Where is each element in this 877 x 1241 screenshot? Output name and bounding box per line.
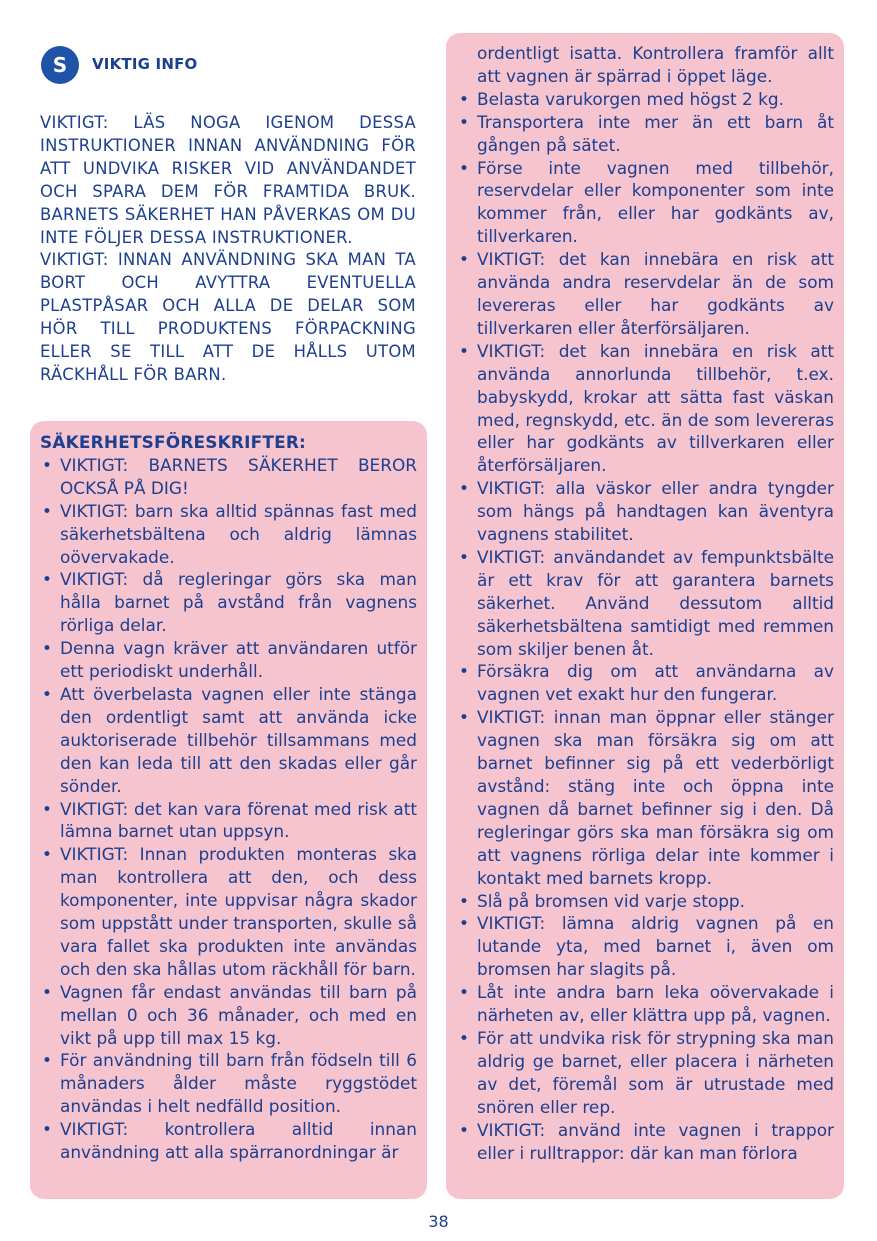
safety-list-left: [40, 454, 417, 1164]
list-item: • VIKTIGT: Innan produkten monteras ska man kontrollera att den, och dess komponenter, inte uppvisar några skador som uppstått under transporten, skulle så vara fallet ska produkten inte användas och den ska hållas utom räckhåll för barn.: [40, 843, 417, 980]
list-item: • VIKTIGT: BARNETS SÄKERHET BEROR OCKSÅ PÅ DIG!: [40, 454, 417, 500]
list-item: • Att överbelasta vagnen eller inte stänga den ordentligt samt att använda icke auktoriserade tillbehör tillsammans med den kan leda till att den skadas eller går sönder.: [40, 683, 417, 798]
safety-column-left: [40, 431, 417, 1164]
list-item: • För användning till barn från födseln till 6 månaders ålder måste ryggstödet användas i helt nedfälld position.: [40, 1049, 417, 1118]
list-item: • VIKTIGT: det kan innebära en risk att använda andra reservdelar än de som levereras eller har godkänts av tillverkaren eller återförsäljaren.: [457, 248, 834, 340]
list-item: • Låt inte andra barn leka oövervakade i närheten av, eller klättra upp på, vagnen.: [457, 981, 834, 1027]
list-item: • VIKTIGT: det kan vara förenat med risk att lämna barnet utan uppsyn.: [40, 798, 417, 844]
section-badge: S: [41, 46, 79, 84]
intro-text: [40, 112, 416, 387]
intro-paragraph: VIKTIGT: INNAN ANVÄNDNING SKA MAN TA BORT OCH AVYTTRA EVENTUELLA PLASTPÅSAR OCH ALLA DE DELAR SOM HÖR TILL PRODUKTENS FÖRPACKNING ELLER SE TILL ATT DE HÅLLS UTOM RÄCKHÅLL FÖR BARN.: [40, 250, 416, 384]
list-item: • VIKTIGT: alla väskor eller andra tyngder som hängs på handtagen kan äventyra vagnens stabilitet.: [457, 477, 834, 546]
safety-heading: SÄKERHETSFÖRESKRIFTER:: [40, 432, 306, 452]
page-number: 38: [428, 1212, 449, 1231]
list-item: • Belasta varukorgen med högst 2 kg.: [457, 88, 834, 111]
list-item: • Försäkra dig om att användarna av vagnen vet exakt hur den fungerar.: [457, 660, 834, 706]
list-item: • För att undvika risk för strypning ska man aldrig ge barnet, eller placera i närheten av det, föremål som är utrustade med snören eller rep.: [457, 1027, 834, 1119]
intro-paragraph: VIKTIGT: LÄS NOGA IGENOM DESSA INSTRUKTIONER INNAN ANVÄNDNING FÖR ATT UNDVIKA RISKER VID ANVÄNDANDET OCH SPARA DEM FÖR FRAMTIDA BRUK. BARNETS SÄKERHET HAN PÅVERKAS OM DU INTE FÖLJER DESSA INSTRUKTIONER.: [40, 113, 416, 247]
list-item: • VIKTIGT: det kan innebära en risk att använda annorlunda tillbehör, t.ex. babyskydd, krokar att sätta fast väskan med, regnskydd, etc. än de som levereras eller har godkänts av tillverkaren eller återförsäljaren.: [457, 340, 834, 477]
safety-list-right: [457, 42, 834, 1164]
list-item: • Förse inte vagnen med tillbehör, reservdelar eller komponenter som inte kommer från, eller har godkänts av, tillverkaren.: [457, 157, 834, 249]
list-item: • VIKTIGT: använd inte vagnen i trappor eller i rulltrappor: där kan man förlora: [457, 1119, 834, 1165]
list-item: • Transportera inte mer än ett barn åt gången på sätet.: [457, 111, 834, 157]
list-item: • Denna vagn kräver att användaren utför ett periodiskt underhåll.: [40, 637, 417, 683]
list-item: • VIKTIGT: innan man öppnar eller stänger vagnen ska man försäkra sig om att barnet befinner sig på ett vederbörligt avstånd: stäng inte och öppna inte vagnen då barnet befinner sig i den. Då regleringar görs ska man försäkra sig om att vagnens rörliga delar inte kommer i kontakt med barnets kropp.: [457, 706, 834, 889]
list-item: • VIKTIGT: då regleringar görs ska man hålla barnet på avstånd från vagnens rörliga delar.: [40, 568, 417, 637]
list-item-continuation: ordentligt isatta. Kontrollera framför allt att vagnen är spärrad i öppet läge.: [477, 43, 834, 86]
list-item: • VIKTIGT: lämna aldrig vagnen på en lutande yta, med barnet i, även om bromsen har slagits på.: [457, 912, 834, 981]
list-item: • Slå på bromsen vid varje stopp.: [457, 890, 834, 913]
list-item: • VIKTIGT: användandet av fempunktsbälte är ett krav för att garantera barnets säkerhet. Använd dessutom alltid säkerhetsbältena samtidigt med remmen som skiljer benen åt.: [457, 546, 834, 661]
safety-column-right: [457, 42, 834, 1164]
list-item: • Vagnen får endast användas till barn på mellan 0 och 36 månader, och med en vikt på upp till max 15 kg.: [40, 981, 417, 1050]
list-item: • VIKTIGT: barn ska alltid spännas fast med säkerhetsbältena och aldrig lämnas oövervakade.: [40, 500, 417, 569]
section-title: VIKTIG INFO: [92, 55, 198, 73]
list-item: • VIKTIGT: kontrollera alltid innan användning att alla spärranordningar är: [40, 1118, 417, 1164]
